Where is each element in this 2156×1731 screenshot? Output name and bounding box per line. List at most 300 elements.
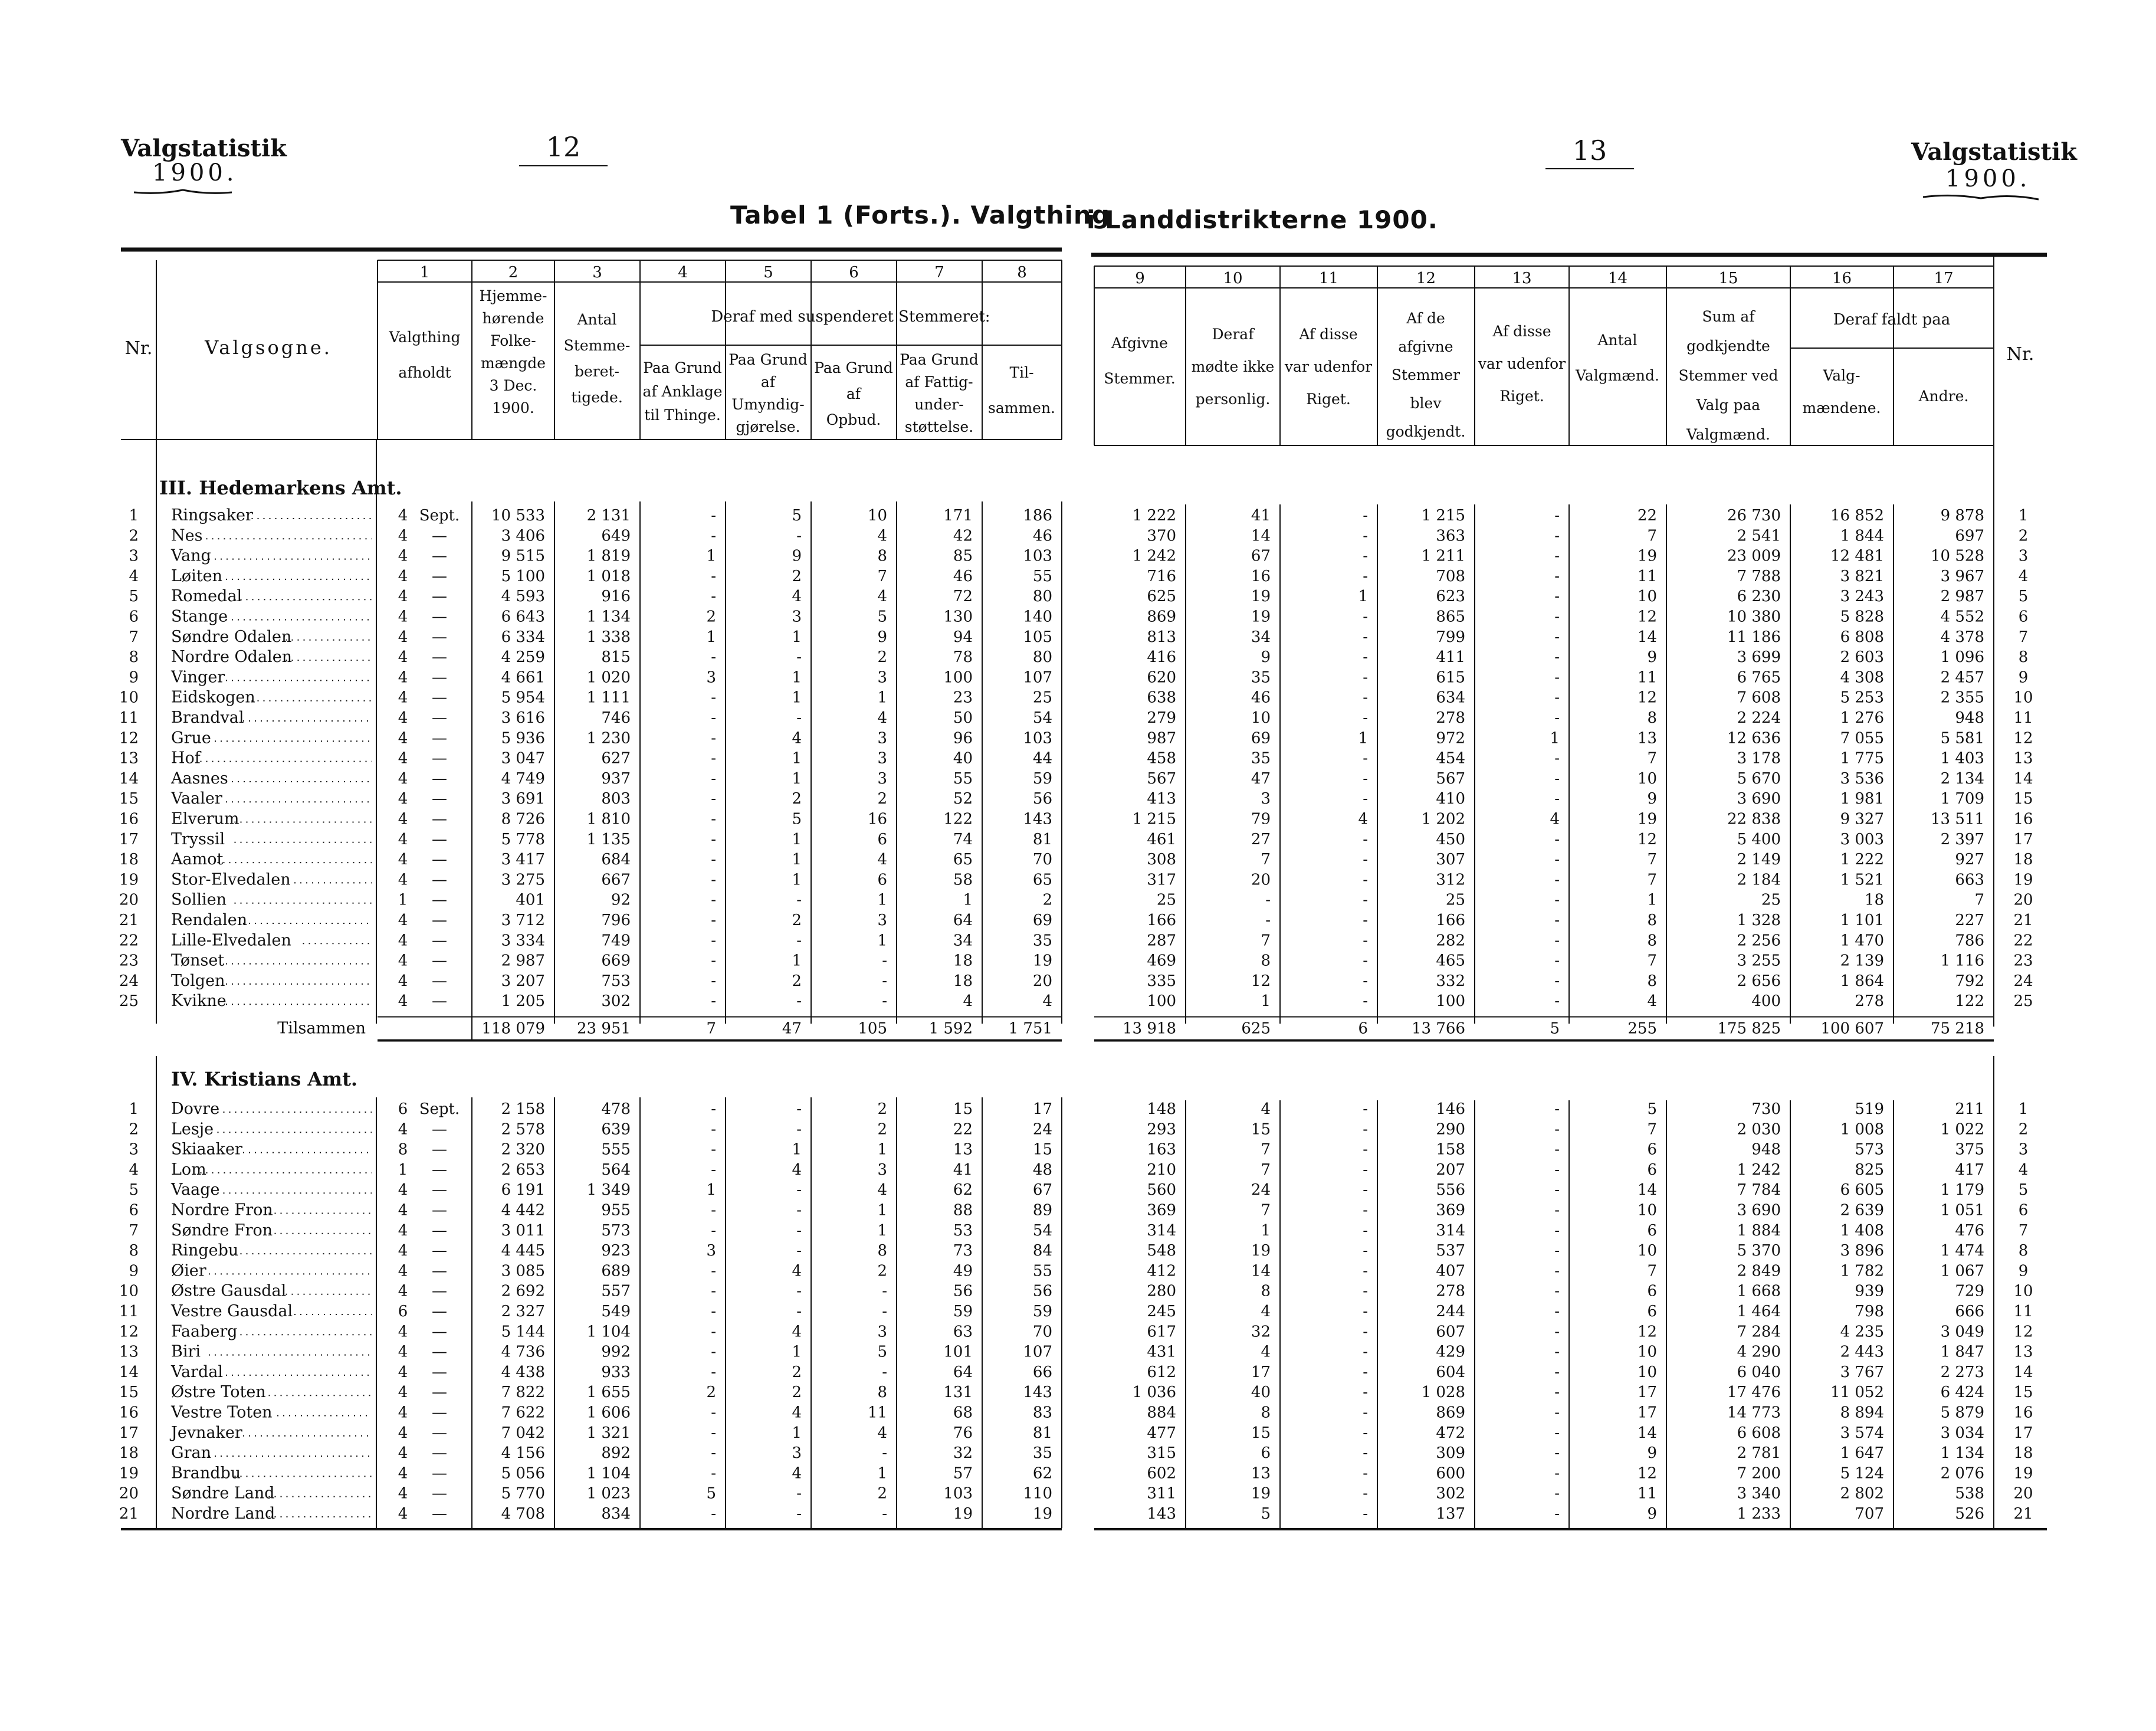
cell-c15: 14 773 — [1727, 1404, 1781, 1422]
header-modte-ikke: mødte ikke — [1191, 358, 1275, 375]
valgthing-month: — — [432, 790, 447, 808]
cell-c13: - — [1554, 1100, 1560, 1118]
cell-c12: 623 — [1436, 588, 1465, 606]
row-number-right: 20 — [2013, 891, 2033, 909]
cell-c10: 35 — [1251, 749, 1271, 768]
cell-c3: 1 810 — [586, 810, 631, 828]
cell-c13: - — [1554, 1384, 1560, 1402]
valgsogne-name: Tolgen — [171, 971, 225, 990]
valgthing-month: — — [432, 992, 447, 1011]
valgthing-month: — — [432, 567, 447, 585]
column-number: 13 — [1512, 270, 1532, 287]
cell-c5: 2 — [792, 790, 802, 808]
header-fattig: af Fattig- — [905, 373, 973, 391]
cell-c11: - — [1363, 1282, 1368, 1300]
cell-c15: 5 370 — [1737, 1242, 1781, 1260]
row-number-right: 18 — [2013, 851, 2033, 869]
valgthing-day: 4 — [398, 749, 408, 768]
header-udenfor: var udenfor — [1284, 358, 1373, 375]
header-folkemaengde: hørende — [482, 310, 544, 327]
valgthing-month: — — [432, 972, 447, 990]
cell-c17: 1 179 — [1940, 1181, 1984, 1199]
cell-c2: 3 011 — [501, 1221, 545, 1240]
valgthing-month: — — [432, 749, 447, 768]
row-number: 14 — [119, 1363, 139, 1381]
cell-c3: 478 — [601, 1100, 631, 1118]
cell-c11: - — [1363, 1242, 1368, 1260]
cell-c3: 746 — [601, 709, 631, 727]
cell-c10: 7 — [1261, 851, 1271, 869]
cell-c5: 1 — [792, 668, 802, 687]
row-number-right: 11 — [2013, 1303, 2033, 1320]
valgsogne-name: Ringsaker — [171, 506, 253, 524]
row-number: 8 — [129, 1242, 139, 1260]
cell-c7: 32 — [953, 1444, 973, 1463]
cell-c12: 799 — [1436, 628, 1465, 646]
cell-c2: 7 622 — [501, 1404, 545, 1422]
cell-c17: 1 096 — [1940, 648, 1984, 667]
header-opbud: Paa Grund — [814, 359, 893, 376]
valgthing-day: 4 — [398, 1242, 408, 1260]
row-number: 2 — [129, 1120, 139, 1139]
cell-c15: 3 178 — [1737, 749, 1781, 768]
cell-c4: - — [711, 912, 716, 929]
row-number: 3 — [129, 547, 139, 565]
cell-c17: 1 134 — [1940, 1444, 1984, 1463]
total-c3: 23 951 — [577, 1019, 631, 1038]
valgthing-month: — — [432, 1384, 447, 1402]
column-number: 1 — [419, 264, 430, 281]
cell-c7: 64 — [953, 912, 973, 929]
valgthing-month: — — [432, 628, 447, 646]
cell-c10: 24 — [1251, 1181, 1271, 1199]
row-number-right: 14 — [2013, 1363, 2033, 1381]
header-anklage: Paa Grund — [643, 359, 722, 376]
cell-c11: - — [1363, 567, 1368, 585]
cell-c4: - — [711, 932, 716, 950]
cell-c2: 5 144 — [501, 1323, 545, 1341]
cell-c16: 1 521 — [1840, 871, 1884, 889]
cell-c14: 6 — [1647, 1160, 1657, 1179]
cell-c12: 454 — [1436, 749, 1465, 768]
cell-c4: - — [711, 1100, 716, 1118]
row-number: 17 — [119, 1424, 139, 1442]
cell-c6: 1 — [877, 932, 887, 950]
valgthing-day: 4 — [398, 1484, 408, 1503]
cell-c11: - — [1363, 749, 1368, 768]
cell-c8: 140 — [1023, 608, 1052, 626]
cell-c9: 412 — [1147, 1262, 1176, 1280]
row-number-right: 23 — [2013, 952, 2033, 970]
cell-c7: 73 — [953, 1242, 973, 1260]
cell-c15: 2 849 — [1737, 1262, 1781, 1280]
cell-c3: 2 131 — [586, 507, 631, 524]
section-heading: III. Hedemarkens Amt. — [159, 477, 402, 499]
cell-c16: 3 574 — [1840, 1424, 1884, 1442]
cell-c9: 1 242 — [1132, 547, 1176, 565]
row-number: 14 — [119, 769, 139, 788]
valgsogne-header: Valgsogne. — [205, 336, 332, 359]
cell-c11: - — [1363, 932, 1368, 950]
cell-c15: 1 884 — [1737, 1221, 1781, 1240]
valgthing-day: 4 — [398, 1505, 408, 1523]
row-number: 16 — [119, 1404, 139, 1422]
row-number-right: 19 — [2013, 1464, 2033, 1483]
cell-c6: 2 — [877, 1100, 887, 1118]
cell-c5: - — [796, 1505, 802, 1523]
cell-c6: 5 — [877, 1343, 887, 1361]
row-number: 9 — [129, 668, 139, 687]
cell-c15: 6 230 — [1737, 588, 1781, 606]
column-number: 2 — [508, 264, 519, 281]
cell-c12: 429 — [1436, 1343, 1465, 1361]
cell-c10: 8 — [1261, 1282, 1271, 1300]
cell-c8: 107 — [1023, 1343, 1052, 1361]
cell-c8: 105 — [1023, 628, 1052, 646]
total-c7: 1 592 — [928, 1019, 973, 1038]
cell-c9: 560 — [1147, 1181, 1176, 1199]
cell-c11: - — [1363, 1120, 1368, 1139]
cell-c2: 4 438 — [501, 1363, 545, 1381]
cell-c3: 834 — [601, 1505, 631, 1523]
cell-c10: 46 — [1251, 689, 1271, 707]
cell-c8: 65 — [1032, 871, 1052, 889]
cell-c4: - — [711, 851, 716, 869]
valgthing-month: — — [432, 932, 447, 950]
cell-c11: - — [1363, 608, 1368, 626]
cell-c13: - — [1554, 1424, 1560, 1442]
cell-c9: 210 — [1147, 1160, 1176, 1179]
valgthing-month: — — [432, 1303, 447, 1320]
cell-c11: 1 — [1358, 729, 1368, 748]
cell-c5: 1 — [792, 830, 802, 848]
header-godkjendt: Stemmer — [1391, 366, 1461, 383]
cell-c16: 1 844 — [1840, 527, 1884, 545]
cell-c14: 12 — [1637, 1323, 1657, 1341]
cell-c3: 564 — [601, 1160, 631, 1179]
row-number-right: 24 — [2013, 972, 2033, 990]
header-udenfor-2: Riget. — [1499, 388, 1544, 405]
cell-c3: 667 — [601, 871, 631, 889]
column-number: 12 — [1416, 270, 1436, 287]
header-fattig: under- — [914, 396, 964, 413]
cell-c5: 1 — [792, 1343, 802, 1361]
cell-c10: 32 — [1251, 1323, 1271, 1341]
cell-c13: - — [1554, 709, 1560, 727]
valgthing-month: — — [432, 1343, 447, 1361]
cell-c5: 4 — [792, 1464, 802, 1483]
cell-c3: 923 — [601, 1242, 631, 1260]
cell-c8: 48 — [1032, 1160, 1052, 1179]
cell-c15: 3 690 — [1737, 790, 1781, 808]
cell-c4: - — [711, 1343, 716, 1361]
cell-c4: - — [711, 891, 716, 909]
cell-c10: 1 — [1261, 1221, 1271, 1240]
cell-c12: 472 — [1436, 1424, 1465, 1442]
valgthing-day: 4 — [398, 932, 408, 950]
cell-c7: 13 — [953, 1140, 973, 1159]
cell-c8: 103 — [1023, 729, 1052, 748]
valgthing-month: — — [432, 851, 447, 869]
cell-c5: - — [796, 1303, 802, 1320]
cell-c16: 7 055 — [1840, 729, 1884, 748]
cell-c2: 3 616 — [501, 709, 545, 727]
cell-c6: 16 — [867, 810, 887, 828]
cell-c16: 825 — [1855, 1160, 1884, 1179]
cell-c17: 122 — [1955, 992, 1984, 1011]
cell-c15: 7 784 — [1737, 1181, 1781, 1199]
cell-c6: 1 — [877, 1201, 887, 1219]
cell-c6: 3 — [877, 668, 887, 687]
cell-c13: - — [1554, 507, 1560, 524]
cell-c2: 5 778 — [501, 830, 545, 848]
cell-c4: - — [711, 648, 716, 667]
cell-c2: 3 207 — [501, 972, 545, 990]
cell-c14: 12 — [1637, 1464, 1657, 1483]
row-number-right: 13 — [2013, 749, 2033, 768]
cell-c9: 602 — [1147, 1464, 1176, 1483]
total-c16: 100 607 — [1820, 1019, 1884, 1038]
cell-c16: 573 — [1855, 1140, 1884, 1159]
cell-c17: 1 709 — [1940, 790, 1984, 808]
cell-c9: 617 — [1147, 1323, 1176, 1341]
cell-c11: - — [1363, 1343, 1368, 1361]
cell-c2: 1 205 — [501, 992, 545, 1011]
cell-c13: - — [1554, 1464, 1560, 1483]
cell-c13: - — [1554, 912, 1560, 929]
cell-c15: 7 788 — [1737, 567, 1781, 585]
cell-c5: 4 — [792, 1404, 802, 1422]
valgsogne-name: Stor-Elvedalen — [171, 870, 291, 889]
cell-c17: 2 134 — [1940, 769, 1984, 788]
cell-c7: 52 — [953, 790, 973, 808]
cell-c2: 4 708 — [501, 1505, 545, 1523]
row-number-right: 5 — [2018, 1181, 2029, 1199]
cell-c6: 2 — [877, 1120, 887, 1139]
cell-c6: 8 — [877, 1384, 887, 1402]
cell-c9: 1 036 — [1132, 1384, 1176, 1402]
cell-c15: 2 781 — [1737, 1444, 1781, 1463]
cell-c13: - — [1554, 952, 1560, 970]
cell-c2: 401 — [516, 891, 545, 909]
cell-c15: 1 233 — [1737, 1505, 1781, 1523]
valgthing-day: 4 — [398, 769, 408, 788]
header-valgmaendene: mændene. — [1802, 399, 1881, 417]
cell-c17: 948 — [1955, 709, 1984, 727]
valgthing-month: — — [432, 810, 447, 828]
cell-c9: 314 — [1147, 1221, 1176, 1240]
cell-c11: 4 — [1358, 810, 1368, 828]
cell-c17: 1 022 — [1940, 1120, 1984, 1139]
valgthing-day: 4 — [398, 1384, 408, 1402]
valgthing-month: — — [432, 1262, 447, 1280]
cell-c5: 3 — [792, 1444, 802, 1463]
cell-c2: 5 770 — [501, 1484, 545, 1503]
cell-c14: 10 — [1637, 1343, 1657, 1361]
cell-c8: 83 — [1032, 1404, 1052, 1422]
cell-c2: 3 334 — [501, 932, 545, 950]
valgthing-day: 4 — [398, 507, 408, 524]
cell-c6: 3 — [877, 729, 887, 748]
valgthing-day: 4 — [398, 1343, 408, 1361]
cell-c16: 519 — [1855, 1100, 1884, 1118]
cell-c17: 13 511 — [1931, 810, 1984, 828]
cell-c8: 67 — [1032, 1181, 1052, 1199]
row-number-right: 7 — [2018, 628, 2029, 646]
column-number: 6 — [849, 264, 859, 281]
cell-c2: 3 712 — [501, 912, 545, 929]
cell-c12: 314 — [1436, 1221, 1465, 1240]
valgsogne-name: Lom — [171, 1160, 206, 1179]
cell-c10: 79 — [1251, 810, 1271, 828]
valgsogne-name: Skiaaker — [171, 1140, 242, 1159]
valgsogne-name: Nes — [171, 526, 203, 545]
cell-c12: 604 — [1436, 1363, 1465, 1381]
cell-c16: 1 981 — [1840, 790, 1884, 808]
cell-c13: - — [1554, 1120, 1560, 1139]
cell-c3: 639 — [601, 1120, 631, 1139]
cell-c7: 40 — [953, 749, 973, 768]
row-number: 11 — [119, 709, 139, 727]
cell-c9: 813 — [1147, 628, 1176, 646]
row-number: 4 — [129, 567, 139, 585]
cell-c10: 7 — [1261, 1140, 1271, 1159]
valgsogne-name: Vang — [171, 546, 211, 565]
cell-c16: 3 243 — [1840, 588, 1884, 606]
total-c13: 5 — [1550, 1019, 1560, 1038]
cell-c12: 607 — [1436, 1323, 1465, 1341]
cell-c8: 54 — [1032, 1221, 1052, 1240]
header-stemmeberettigede: Antal — [577, 311, 617, 328]
cell-c6: 6 — [877, 830, 887, 848]
cell-c17: 5 581 — [1940, 729, 1984, 748]
cell-c9: 416 — [1147, 648, 1176, 667]
valgthing-day: 4 — [398, 1282, 408, 1300]
cell-c3: 1 020 — [586, 668, 631, 687]
row-number-right: 1 — [2018, 507, 2029, 524]
cell-c3: 549 — [601, 1303, 631, 1320]
cell-c7: 42 — [953, 527, 973, 545]
cell-c5: 1 — [792, 628, 802, 646]
valgsogne-name: Tryssil — [171, 830, 225, 848]
cell-c12: 708 — [1436, 567, 1465, 585]
cell-c9: 25 — [1156, 891, 1176, 909]
row-number: 17 — [119, 830, 139, 848]
valgthing-month: — — [432, 668, 447, 687]
cell-c10: 13 — [1251, 1464, 1271, 1483]
cell-c17: 1 051 — [1940, 1201, 1984, 1219]
cell-c8: 81 — [1032, 1424, 1052, 1442]
cell-c13: - — [1554, 851, 1560, 869]
cell-c2: 4 442 — [501, 1201, 545, 1219]
cell-c2: 5 954 — [501, 689, 545, 707]
cell-c10: 7 — [1261, 1201, 1271, 1219]
row-number: 16 — [119, 810, 139, 828]
cell-c14: 14 — [1637, 1181, 1657, 1199]
left-table-title: Tabel 1 (Forts.). Valgthing — [730, 201, 1110, 230]
cell-c6: - — [882, 992, 887, 1011]
cell-c2: 8 726 — [501, 810, 545, 828]
cell-c8: 69 — [1032, 912, 1052, 929]
left-page-number: 12 — [546, 131, 581, 163]
cell-c16: 1 008 — [1840, 1120, 1884, 1139]
cell-c4: - — [711, 972, 716, 990]
cell-c14: 7 — [1647, 749, 1657, 768]
cell-c16: 6 605 — [1840, 1181, 1884, 1199]
header-sum-godkjendte: Stemmer ved — [1678, 367, 1778, 384]
header-godkjendt: Af de — [1406, 310, 1445, 327]
cell-c15: 5 670 — [1737, 769, 1781, 788]
cell-c11: - — [1363, 851, 1368, 869]
cell-c13: - — [1554, 1140, 1560, 1159]
valgthing-month: — — [432, 830, 447, 848]
cell-c16: 11 052 — [1830, 1384, 1884, 1402]
cell-c8: 80 — [1032, 648, 1052, 667]
cell-c10: 19 — [1251, 1242, 1271, 1260]
cell-c15: 11 186 — [1727, 628, 1781, 646]
cell-c9: 280 — [1147, 1282, 1176, 1300]
cell-c15: 10 380 — [1727, 608, 1781, 626]
cell-c12: 369 — [1436, 1201, 1465, 1219]
cell-c7: 131 — [943, 1384, 973, 1402]
row-number: 13 — [119, 749, 139, 768]
cell-c13: - — [1554, 588, 1560, 606]
cell-c12: 865 — [1436, 608, 1465, 626]
valgthing-month: Sept. — [419, 1100, 460, 1118]
cell-c5: 1 — [792, 871, 802, 889]
valgthing-day: 4 — [398, 567, 408, 585]
cell-c8: 143 — [1023, 810, 1052, 828]
cell-c15: 6 608 — [1737, 1424, 1781, 1442]
cell-c6: 4 — [877, 588, 887, 606]
cell-c16: 1 408 — [1840, 1221, 1884, 1240]
cell-c7: 15 — [953, 1100, 973, 1118]
cell-c9: 279 — [1147, 709, 1176, 727]
row-number: 13 — [119, 1343, 139, 1361]
cell-c16: 16 852 — [1830, 507, 1884, 524]
cell-c7: 103 — [943, 1484, 973, 1503]
column-number: 11 — [1318, 270, 1339, 287]
cell-c4: - — [711, 1160, 716, 1179]
cell-c10: 17 — [1251, 1363, 1271, 1381]
cell-c9: 335 — [1147, 972, 1176, 990]
cell-c17: 6 424 — [1940, 1384, 1984, 1402]
cell-c14: 9 — [1647, 1444, 1657, 1463]
cell-c6: - — [882, 1282, 887, 1300]
cell-c13: - — [1554, 830, 1560, 848]
cell-c12: 1 028 — [1421, 1384, 1465, 1402]
cell-c17: 417 — [1955, 1160, 1984, 1179]
row-number: 18 — [119, 1444, 139, 1463]
cell-c17: 3 034 — [1940, 1424, 1984, 1442]
cell-c8: 55 — [1032, 567, 1052, 585]
cell-c15: 2 149 — [1737, 851, 1781, 869]
cell-c7: 23 — [953, 689, 973, 707]
cell-c15: 948 — [1751, 1140, 1781, 1159]
row-number: 5 — [129, 1181, 139, 1199]
cell-c2: 3 417 — [501, 851, 545, 869]
valgthing-month: — — [432, 769, 447, 788]
cell-c8: 19 — [1032, 1505, 1052, 1523]
cell-c11: - — [1363, 769, 1368, 788]
cell-c5: 1 — [792, 851, 802, 869]
valgthing-month: — — [432, 952, 447, 970]
cell-c16: 1 864 — [1840, 972, 1884, 990]
cell-c2: 4 156 — [501, 1444, 545, 1463]
cell-c11: - — [1363, 912, 1368, 929]
cell-c5: - — [796, 648, 802, 667]
cell-c5: 5 — [792, 507, 802, 524]
